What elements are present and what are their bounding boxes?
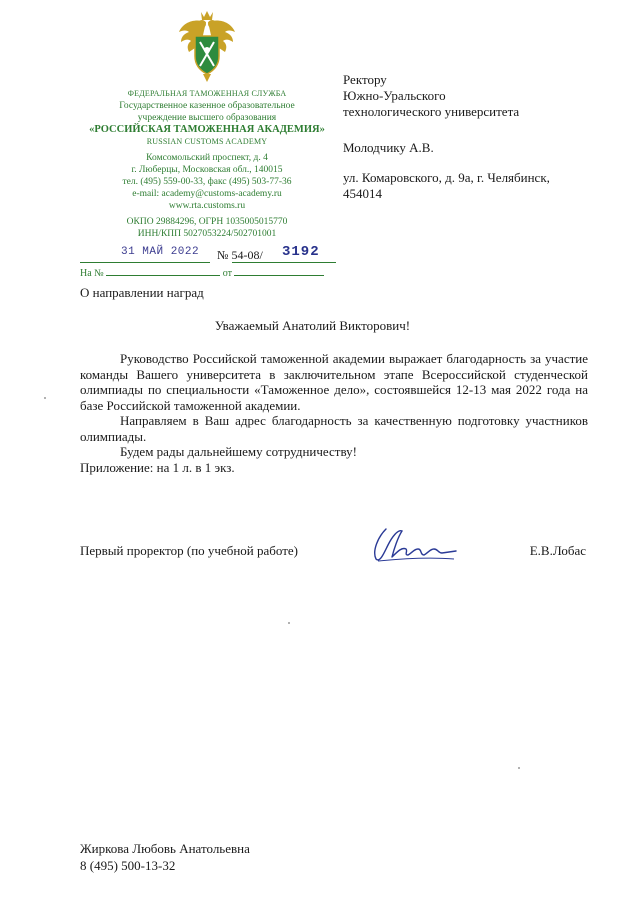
letterhead-academy-name: «РОССИЙСКАЯ ТАМОЖЕННАЯ АКАДЕМИЯ» xyxy=(89,124,325,135)
salutation: Уважаемый Анатолий Викторович! xyxy=(214,318,411,333)
handwritten-number: 3192 xyxy=(282,244,320,260)
letterhead-email: e-mail: academy@customs-academy.ru xyxy=(132,189,282,199)
letterhead-phone: тел. (495) 559-00-33, факс (495) 503-77-36 xyxy=(122,177,292,187)
reference-line xyxy=(80,266,324,279)
addressee-address-2: 454014 xyxy=(343,186,382,201)
letter-subject: О направлении наград xyxy=(80,285,204,300)
addressee-address-1: ул. Комаровского, д. 9а, г. Челябинск, xyxy=(343,170,550,185)
addressee-line-2: Южно-Уральского xyxy=(343,88,446,103)
letterhead-address-1: Комсомольский проспект, д. 4 xyxy=(146,153,268,163)
outgoing-date-line xyxy=(80,262,210,263)
body-paragraph-3: Будем рады дальнейшему сотрудничеству! xyxy=(120,444,357,459)
addressee-line-1: Ректору xyxy=(343,72,387,87)
letterhead-institution-type-1: Государственное казенное образовательное xyxy=(119,101,295,111)
letterhead-inn: ИНН/КПП 5027053224/502701001 xyxy=(137,229,277,239)
letterhead-okpo: ОКПО 29884296, ОГРН 1035005015770 xyxy=(126,217,288,227)
outgoing-number xyxy=(217,248,263,263)
scan-speck xyxy=(518,767,520,769)
addressee-name: Молодчику А.В. xyxy=(343,140,434,155)
letterhead-website: www.rta.customs.ru xyxy=(168,201,246,211)
reference-date-blank xyxy=(234,266,324,276)
letterhead xyxy=(76,8,338,240)
signatory-name: Е.В.Лобас xyxy=(529,543,586,558)
letterhead-service: ФЕДЕРАЛЬНАЯ ТАМОЖЕННАЯ СЛУЖБА xyxy=(127,89,287,98)
letterhead-institution-type-2: учреждение высшего образования xyxy=(137,113,277,123)
signatory-title: Первый проректор (по учебной работе) xyxy=(80,543,298,558)
scan-speck xyxy=(44,397,46,399)
executor-phone: 8 (495) 500-13-32 xyxy=(80,858,176,873)
handwritten-signature xyxy=(368,523,460,565)
reference-number-blank xyxy=(106,266,220,276)
number-prefix: № xyxy=(217,248,229,262)
scan-speck xyxy=(288,622,290,624)
number-printed: 54-08/ xyxy=(231,248,263,262)
customs-eagle-emblem-icon xyxy=(175,8,239,84)
addressee-line-3: технологического университета xyxy=(343,104,520,119)
executor-name: Жиркова Любовь Анатольевна xyxy=(80,841,250,856)
letterhead-address-2: г. Люберцы, Московская обл., 140015 xyxy=(131,165,283,175)
letterhead-academy-name-en: RUSSIAN CUSTOMS ACADEMY xyxy=(146,137,268,146)
reference-prefix: На № xyxy=(80,268,104,279)
outgoing-number-line xyxy=(232,262,336,263)
date-stamp: 31 МАЙ 2022 xyxy=(121,246,200,258)
body-paragraph-1: Руководство Российской таможенной академии выражает благодарность за участие команды Вашего университета в заключительном этапе Всероссийской студенческой олимпиады по специальности «Таможенное дело», состоявшейся 12-13 мая 2022 года на базе Российской таможенной академии. xyxy=(80,351,588,413)
executor-block xyxy=(80,840,250,874)
attachment-note: Приложение: на 1 л. в 1 экз. xyxy=(80,459,235,475)
letter-body xyxy=(80,351,588,475)
body-paragraph-2: Направляем в Ваш адрес благодарность за качественную подготовку участников олимпиады. xyxy=(80,413,588,444)
addressee-block xyxy=(343,72,550,202)
reference-from: от xyxy=(222,268,232,279)
